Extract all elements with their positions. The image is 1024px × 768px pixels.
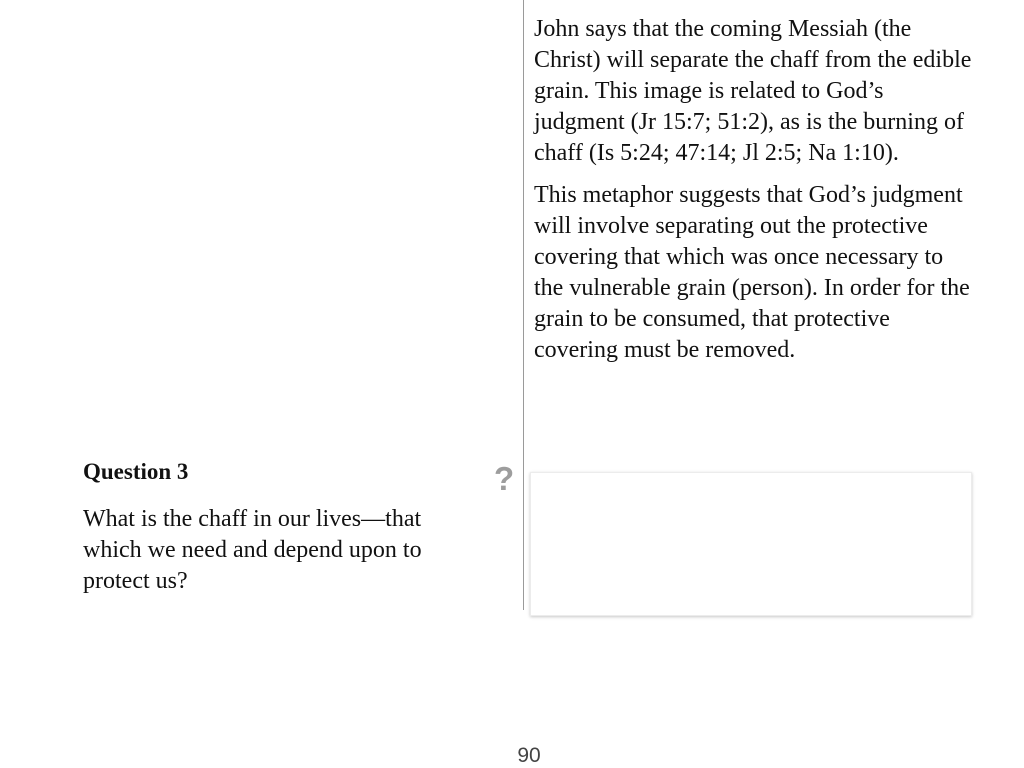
question-heading: Question 3 [83, 459, 189, 484]
question-mark-icon[interactable]: ? [494, 460, 515, 497]
page-number: 90 [517, 744, 541, 767]
commentary-paragraph: John says that the coming Messiah (the Christ) will separate the chaff from the edible grain. This image is related to God’s judgment (Jr 15:7; 51:2), as is the burning of chaff (Is 5:24; 47:14; Jl 2:5; Na 1:10). [534, 16, 972, 166]
question-text: What is the chaff in our lives—that which we need and depend upon to protect us? [83, 506, 422, 594]
column-divider [523, 0, 524, 610]
commentary-text [534, 14, 974, 377]
question-block [83, 456, 483, 597]
commentary-paragraph: This metaphor suggests that God’s judgment will involve separating out the protective covering that which was once necessary to the vulnerable grain (person). In order for the grain to be consumed, that protective covering must be removed. [534, 182, 970, 363]
answer-input[interactable] [530, 472, 972, 616]
